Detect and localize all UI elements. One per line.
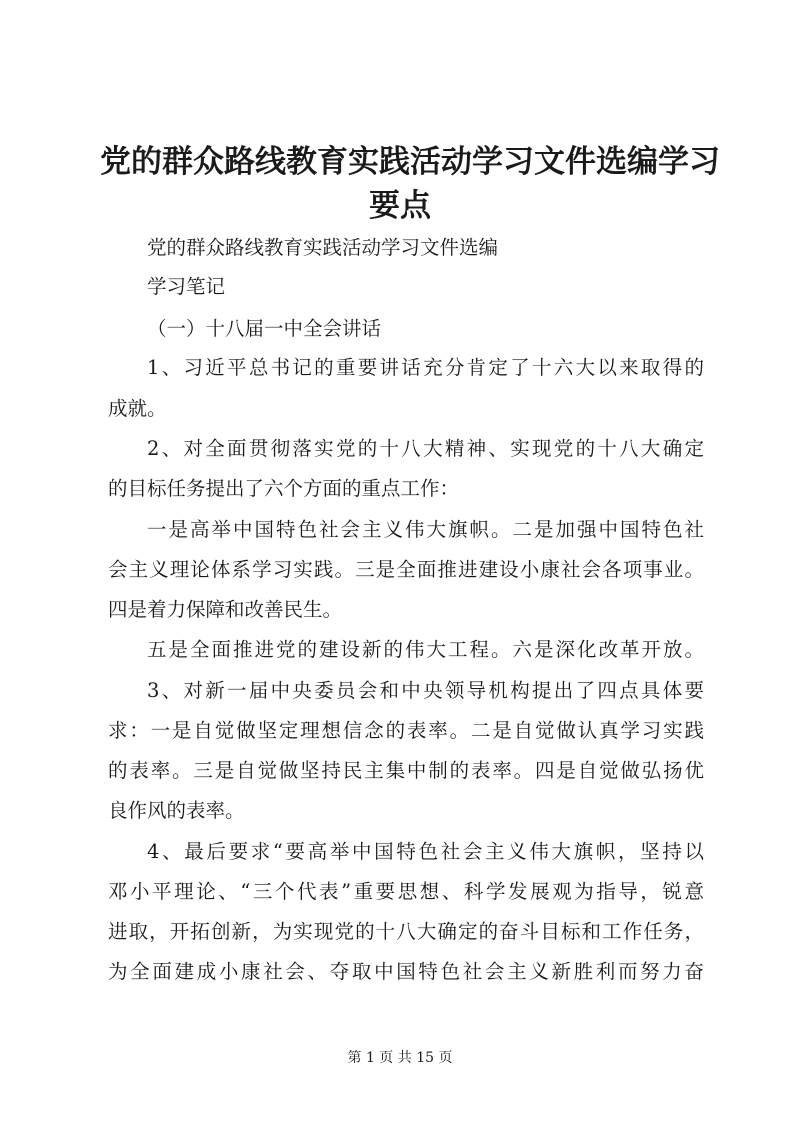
paragraph-line: 会主义理论体系学习实践。三是全面推进建设小康社会各项事业。 <box>108 558 704 581</box>
section-heading: （一）十八届一中全会讲话 <box>147 317 382 340</box>
paragraph-line: 邓小平理论、“三个代表”重要思想、科学发展观为指导，锐意 <box>108 880 704 903</box>
subtitle-text: 党的群众路线教育实践活动学习文件选编 <box>147 236 499 259</box>
paragraph-line: 四是着力保障和改善民生。 <box>108 598 343 621</box>
section-label: 学习笔记 <box>147 275 226 298</box>
paragraph-line: 良作风的表率。 <box>108 799 245 822</box>
paragraph-line: 的目标任务提出了六个方面的重点工作： <box>108 477 460 500</box>
paragraph-line: 的表率。三是自觉做坚持民主集中制的表率。四是自觉做弘扬优 <box>108 759 704 782</box>
paragraph-line: 3、对新一届中央委员会和中央领导机构提出了四点具体要 <box>147 679 704 702</box>
page-number-footer: 第 1 页 共 15 页 <box>347 1050 453 1066</box>
paragraph-line: 求：一是自觉做坚定理想信念的表率。二是自觉做认真学习实践 <box>108 719 704 742</box>
paragraph-line: 为全面建成小康社会、夺取中国特色社会主义新胜利而努力奋 <box>108 960 704 983</box>
paragraph-line: 1、习近平总书记的重要讲话充分肯定了十六大以来取得的 <box>147 356 704 379</box>
paragraph-line: 进取，开拓创新，为实现党的十八大确定的奋斗目标和工作任务， <box>108 920 704 943</box>
document-title-line-1: 党的群众路线教育实践活动学习文件选编学习 <box>100 144 720 180</box>
document-title-line-2: 要点 <box>369 188 431 224</box>
paragraph-line: 2、对全面贯彻落实党的十八大精神、实现党的十八大确定 <box>147 437 704 460</box>
paragraph-line: 4、最后要求“要高举中国特色社会主义伟大旗帜，坚持以 <box>147 840 704 863</box>
paragraph-line: 一是高举中国特色社会主义伟大旗帜。二是加强中国特色社 <box>147 518 704 541</box>
paragraph-line: 成就。 <box>108 397 167 420</box>
paragraph-line: 五是全面推进党的建设新的伟大工程。六是深化改革开放。 <box>147 638 704 661</box>
